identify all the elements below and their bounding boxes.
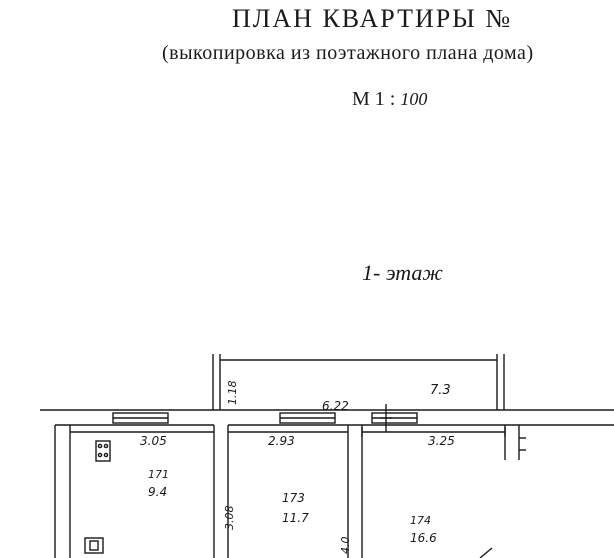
dim-corridor-length: 6.22 — [322, 399, 349, 413]
scale-value: 100 — [400, 89, 428, 109]
plan-subtitle: (выкопировка из поэтажного плана дома) — [162, 42, 534, 64]
room-174-area: 16.6 — [410, 531, 437, 545]
plan-title: ПЛАН КВАРТИРЫ № — [232, 4, 513, 33]
scale-prefix: М 1 : — [352, 88, 401, 110]
floor-label: 1- этаж — [362, 260, 443, 285]
room-171-area: 9.4 — [148, 485, 168, 499]
dim-corridor-depth: 1.18 — [226, 380, 239, 405]
dim-mid-height: 3.08 — [223, 505, 236, 530]
dim-right-height: 4.0 — [339, 536, 352, 554]
dim-left-width: 3.05 — [140, 434, 167, 448]
corridor-area: 7.3 — [430, 383, 451, 398]
dim-right-width: 3.25 — [428, 434, 455, 448]
dim-mid-width: 2.93 — [268, 434, 295, 448]
room-171-number: 171 — [148, 468, 169, 481]
room-173-area: 11.7 — [282, 511, 309, 525]
room-173-number: 173 — [282, 491, 305, 505]
room-174-number: 174 — [410, 514, 431, 527]
wall-lines — [40, 354, 614, 558]
